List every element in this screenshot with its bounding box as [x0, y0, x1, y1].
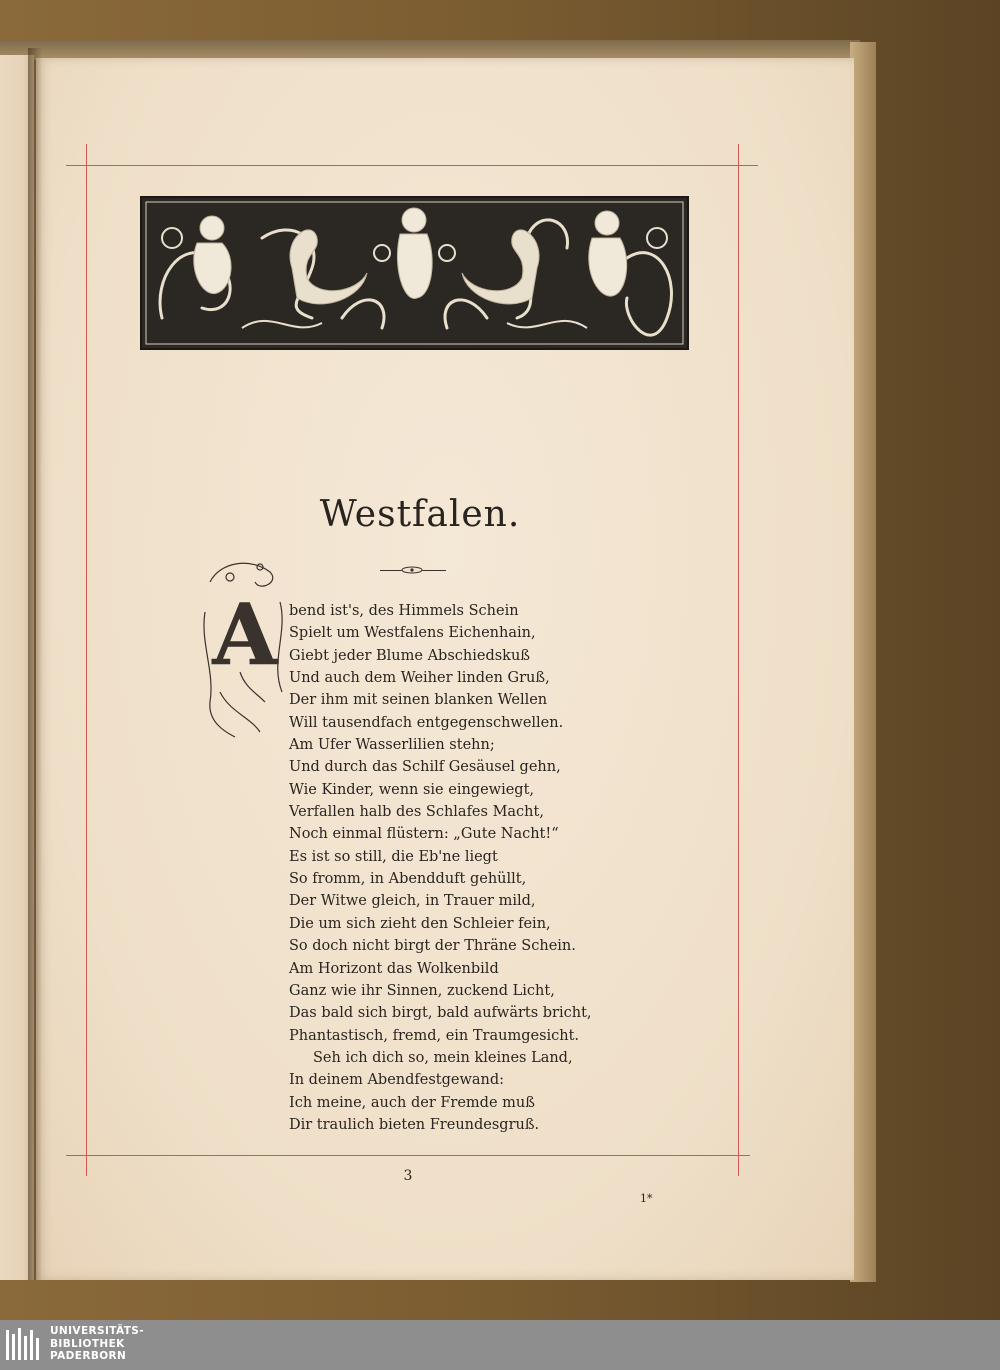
- title-divider-ornament: [400, 566, 424, 574]
- poem-line: So fromm, in Abendduft gehüllt,: [289, 871, 527, 888]
- library-name-line3: PADERBORN: [50, 1350, 127, 1362]
- poem-body: [289, 600, 709, 1136]
- frame-line-right: [738, 144, 739, 1176]
- library-name: [50, 1325, 144, 1363]
- poem-line: Es ist so still, die Eb'ne liegt: [289, 848, 498, 865]
- decorated-initial: [200, 552, 290, 742]
- poem-line: bend ist's, des Himmels Schein: [289, 603, 519, 619]
- spine-shadow: [28, 48, 42, 1280]
- drop-cap-ornament: [200, 552, 290, 742]
- book-cover-top-edge: [0, 40, 860, 60]
- frame-line-bottom: [66, 1155, 750, 1156]
- poem-line: Noch einmal flüstern: „Gute Nacht!“: [289, 826, 559, 843]
- poem-line: Dir traulich bieten Freundesgruß.: [289, 1116, 540, 1133]
- poem-line: Der ihm mit seinen blanken Wellen: [289, 692, 548, 709]
- ornamental-header-band: [140, 196, 689, 350]
- page-number: 3: [403, 1168, 413, 1184]
- poem-line: Verfallen halb des Schlafes Macht,: [289, 804, 544, 821]
- frame-line-top: [66, 165, 758, 166]
- poem-line: So doch nicht birgt der Thräne Schein.: [289, 938, 576, 955]
- poem-line: Am Ufer Wasserlilien stehn;: [289, 737, 495, 754]
- drop-cap-letter: A: [212, 585, 278, 684]
- library-footer-bar: [0, 1320, 1000, 1370]
- poem-title: Westfalen.: [319, 494, 521, 535]
- poem-line: Und durch das Schilf Gesäusel gehn,: [289, 759, 561, 776]
- poem-line: Spielt um Westfalens Eichenhain,: [289, 625, 536, 642]
- frame-line-left: [86, 144, 87, 1176]
- poem-line: Giebt jeder Blume Abschiedskuß: [289, 647, 530, 664]
- poem-line: Will tausendfach entgegenschwellen.: [289, 714, 564, 731]
- poem-line: Der Witwe gleich, in Trauer mild,: [289, 893, 536, 910]
- poem-line: Und auch dem Weiher linden Gruß,: [289, 670, 550, 687]
- poem-line: Die um sich zieht den Schleier fein,: [289, 915, 551, 932]
- library-name-line2: BIBLIOTHEK: [50, 1337, 125, 1350]
- poem-line: Ganz wie ihr Sinnen, zuckend Licht,: [289, 982, 555, 999]
- ornament-illustration: [142, 198, 687, 348]
- signature-mark: 1*: [640, 1192, 653, 1205]
- poem-line: Ich meine, auch der Fremde muß: [289, 1094, 535, 1111]
- poem-line: Phantastisch, fremd, ein Traumgesicht.: [289, 1027, 580, 1044]
- poem-line: Am Horizont das Wolkenbild: [289, 960, 499, 977]
- library-name-line1: UNIVERSITÄTS-: [50, 1325, 145, 1337]
- poem-line: Das bald sich birgt, bald aufwärts bricht,: [289, 1005, 592, 1022]
- poem-line: Wie Kinder, wenn sie eingewiegt,: [289, 781, 535, 798]
- library-logo-icon: [4, 1326, 44, 1364]
- poem-line: Seh ich dich so, mein kleines Land,: [313, 1049, 573, 1066]
- poem-line: In deinem Abendfestgewand:: [289, 1072, 505, 1089]
